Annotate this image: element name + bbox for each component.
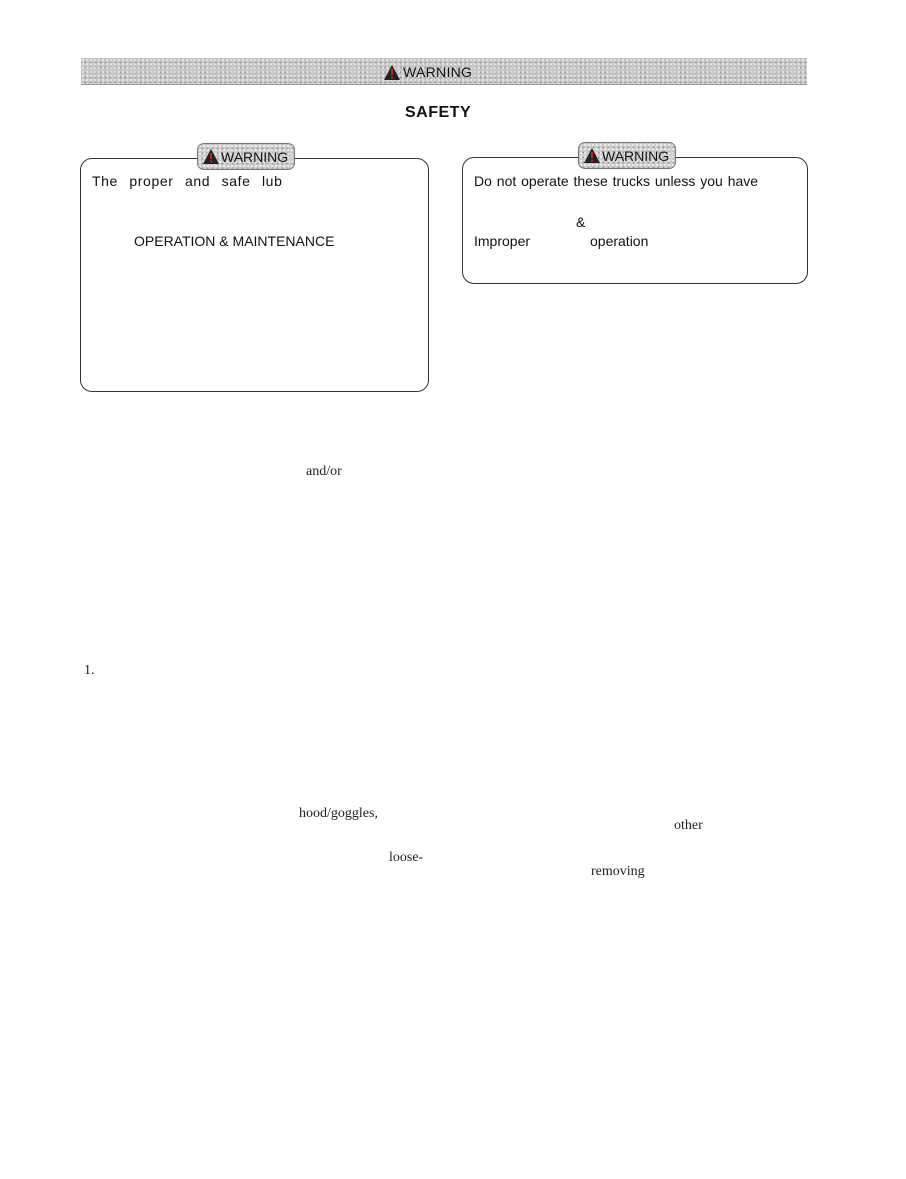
warning-banner-label — [383, 62, 472, 82]
left-warning-tag — [197, 143, 295, 170]
left-tag-text: WARNING — [221, 148, 289, 165]
left-warning-box — [80, 158, 429, 392]
right-box-ampersand: & — [576, 214, 586, 230]
fragment-other: other — [674, 818, 703, 833]
left-box-line1: The proper and safe lub — [92, 173, 283, 189]
right-warning-tag — [578, 142, 676, 169]
page-title: SAFETY — [405, 104, 472, 121]
right-box-improper: Improper — [474, 233, 531, 249]
fragment-hood-goggles: hood/goggles, — [299, 806, 378, 821]
banner-warning-text: WARNING — [403, 64, 473, 80]
fragment-item-number: 1. — [84, 663, 95, 678]
warning-triangle-icon — [202, 148, 220, 165]
right-box-line1: Do not operate these trucks unless you have — [474, 173, 759, 189]
right-box-operation: operation — [590, 233, 649, 249]
fragment-loose: loose- — [389, 850, 424, 865]
fragment-and-or: and/or — [306, 464, 342, 479]
right-tag-text: WARNING — [602, 147, 670, 164]
left-box-line2: OPERATION & MAINTENANCE — [134, 233, 335, 249]
warning-triangle-icon — [583, 147, 601, 164]
warning-triangle-icon — [383, 64, 401, 81]
fragment-removing: removing — [591, 864, 645, 879]
